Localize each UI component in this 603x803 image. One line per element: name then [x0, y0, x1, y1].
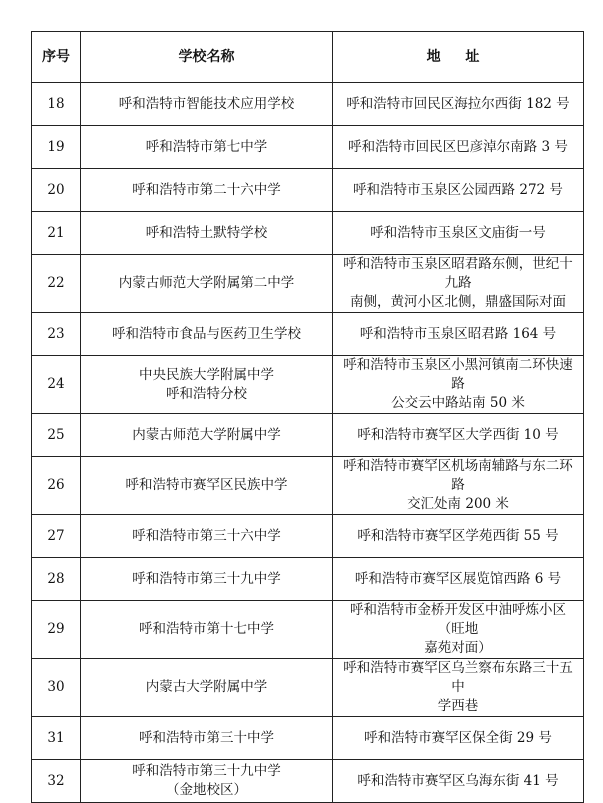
- school-name-line: 呼和浩特土默特学校: [145, 224, 268, 241]
- row-number: 25: [32, 414, 81, 457]
- address-line: 呼和浩特市玉泉区昭君路东侧，世纪十九路: [343, 256, 573, 291]
- address-cell: [333, 558, 584, 601]
- school-name-line: 内蒙古师范大学附属第二中学: [118, 275, 295, 291]
- table-header-row: [32, 32, 584, 83]
- school-name-line: 呼和浩特市第二十六中学: [132, 181, 281, 198]
- address-cell: [333, 601, 584, 659]
- table-row: [32, 169, 584, 212]
- row-number: 28: [32, 558, 81, 601]
- address-line: 呼和浩特市赛罕区乌兰察布东路三十五中: [343, 660, 573, 695]
- school-name-line: （金地校区）: [166, 782, 247, 798]
- school-name-line: 呼和浩特市食品与医药卫生学校: [112, 325, 301, 342]
- address-line: 呼和浩特市玉泉区文庙街一号: [370, 224, 546, 241]
- school-name-cell: [81, 356, 333, 414]
- address-cell: [333, 83, 584, 126]
- row-number: 21: [32, 212, 81, 255]
- row-number: 20: [32, 169, 81, 212]
- school-name-line: 呼和浩特市第七中学: [145, 138, 268, 155]
- row-number: 22: [32, 255, 81, 313]
- address-line: 公交云中路站南 50 米: [391, 395, 525, 411]
- row-number: 23: [32, 313, 81, 356]
- address-line: 呼和浩特市赛罕区乌海东街 41 号: [357, 772, 559, 789]
- address-cell: [333, 457, 584, 515]
- school-name-line: 内蒙古大学附属中学: [145, 679, 268, 695]
- school-name-line: 呼和浩特市第三十六中学: [132, 527, 281, 544]
- address-cell: [333, 414, 584, 457]
- table-row: [32, 313, 584, 356]
- row-number: 27: [32, 515, 81, 558]
- address-line: 南侧，黄河小区北侧，鼎盛国际对面: [350, 294, 566, 310]
- school-name-cell: [81, 212, 333, 255]
- table-row: [32, 601, 584, 659]
- table-row: [32, 212, 584, 255]
- school-name-line: 呼和浩特分校: [166, 385, 247, 402]
- school-name-cell: [81, 83, 333, 126]
- table-row: [32, 356, 584, 414]
- address-cell: [333, 255, 584, 313]
- table-row: [32, 760, 584, 803]
- column-header-address: 地 址: [333, 32, 584, 83]
- row-number: 24: [32, 356, 81, 414]
- address-line: 呼和浩特市金桥开发区中油呼炼小区（旺地: [350, 602, 566, 637]
- school-name-cell: [81, 659, 333, 717]
- school-name-line: 中央民族大学附属中学: [139, 366, 274, 383]
- table-row: [32, 457, 584, 515]
- address-cell: [333, 760, 584, 803]
- school-name-cell: [81, 255, 333, 313]
- address-cell: [333, 717, 584, 760]
- school-name-cell: [81, 760, 333, 803]
- address-line: 呼和浩特市回民区海拉尔西街 182 号: [346, 95, 570, 112]
- school-name-cell: [81, 457, 333, 515]
- column-header-school-name: 学校名称: [81, 32, 333, 83]
- table-row: [32, 255, 584, 313]
- table-row: [32, 83, 584, 126]
- table-row: [32, 558, 584, 601]
- school-name-line: 呼和浩特市第三十中学: [139, 729, 274, 746]
- address-cell: [333, 515, 584, 558]
- school-name-cell: [81, 717, 333, 760]
- row-number: 19: [32, 126, 81, 169]
- row-number: 18: [32, 83, 81, 126]
- address-line: 嘉苑对面）: [424, 640, 492, 656]
- address-line: 呼和浩特市玉泉区昭君路 164 号: [359, 325, 557, 342]
- address-cell: [333, 169, 584, 212]
- school-name-cell: [81, 414, 333, 457]
- school-name-line: 呼和浩特市第三十九中学: [132, 570, 281, 587]
- table-row: [32, 515, 584, 558]
- address-line: 呼和浩特市赛罕区机场南辅路与东二环路: [343, 458, 573, 493]
- address-line: 呼和浩特市赛罕区保全街 29 号: [364, 729, 552, 746]
- column-header-no: 序号: [32, 32, 81, 83]
- table-body: [32, 83, 584, 803]
- table-row: [32, 717, 584, 760]
- row-number: 29: [32, 601, 81, 659]
- row-number: 32: [32, 760, 81, 803]
- school-name-line: 呼和浩特市第三十九中学: [132, 763, 281, 779]
- address-cell: [333, 126, 584, 169]
- address-cell: [333, 659, 584, 717]
- school-name-line: 内蒙古师范大学附属中学: [132, 426, 281, 443]
- address-line: 呼和浩特市玉泉区公园西路 272 号: [353, 181, 563, 198]
- school-name-cell: [81, 169, 333, 212]
- school-address-table: [31, 31, 584, 803]
- school-name-line: 呼和浩特市赛罕区民族中学: [125, 477, 288, 493]
- address-cell: [333, 212, 584, 255]
- row-number: 31: [32, 717, 81, 760]
- table-row: [32, 659, 584, 717]
- address-line: 学西巷: [437, 698, 479, 714]
- row-number: 30: [32, 659, 81, 717]
- school-name-line: 呼和浩特市智能技术应用学校: [118, 95, 295, 112]
- school-name-line: 呼和浩特市第十七中学: [139, 621, 274, 637]
- address-cell: [333, 313, 584, 356]
- table-row: [32, 126, 584, 169]
- address-line: 呼和浩特市玉泉区小黑河镇南二环快速路: [343, 357, 573, 392]
- address-cell: [333, 356, 584, 414]
- address-line: 呼和浩特市赛罕区展览馆西路 6 号: [354, 570, 562, 587]
- address-line: 呼和浩特市赛罕区大学西街 10 号: [357, 426, 559, 443]
- school-name-cell: [81, 313, 333, 356]
- table-row: [32, 414, 584, 457]
- school-name-cell: [81, 558, 333, 601]
- school-name-cell: [81, 515, 333, 558]
- school-name-cell: [81, 126, 333, 169]
- row-number: 26: [32, 457, 81, 515]
- address-line: 呼和浩特市赛罕区学苑西街 55 号: [357, 527, 559, 544]
- school-name-cell: [81, 601, 333, 659]
- address-line: 呼和浩特市回民区巴彦淖尔南路 3 号: [348, 138, 568, 155]
- address-line: 交汇处南 200 米: [407, 496, 509, 512]
